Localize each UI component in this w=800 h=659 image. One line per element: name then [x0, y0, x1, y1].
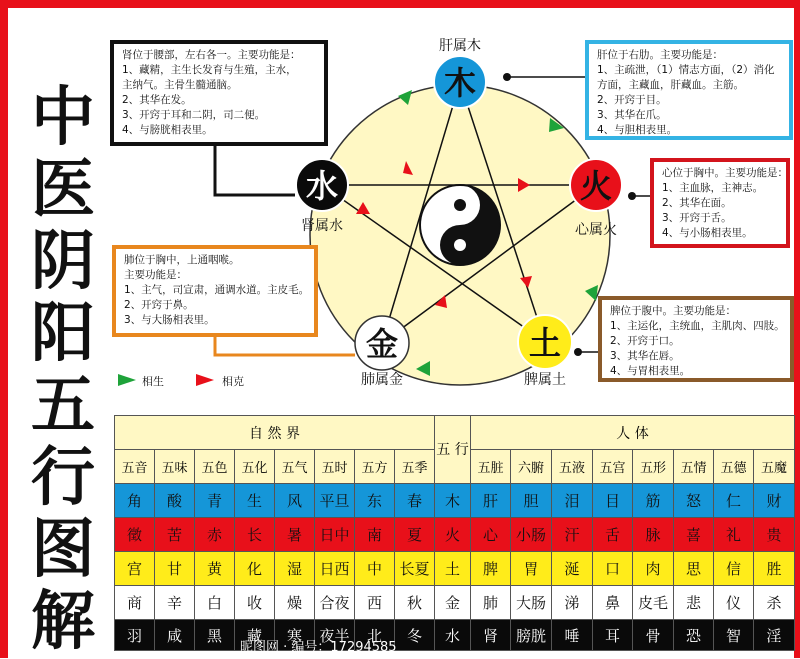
table-cell: 心: [471, 518, 511, 552]
table-cell: 羽: [115, 620, 155, 651]
table-cell: 赤: [195, 518, 235, 552]
info-line: 2、其华在发。: [122, 94, 192, 106]
info-line: 肝位于右肋。主要功能是：: [597, 49, 723, 61]
info-line: 1、主运化，主统血，主肌肉、四肢。: [610, 320, 785, 332]
info-line: 3、开窍于舌。: [662, 212, 732, 224]
table-cell: 喜: [674, 518, 714, 552]
table-cell: 脉: [633, 518, 674, 552]
table-row-metal: [115, 586, 795, 620]
table-cell: 夏: [395, 518, 435, 552]
info-line: 2、开窍于目。: [597, 94, 667, 106]
table-cell: 黄: [195, 552, 235, 586]
column-header: 五季: [395, 450, 435, 484]
element-cell: 金: [435, 586, 471, 620]
table-cell: 肝: [471, 484, 511, 518]
table-cell: 藏: [235, 620, 275, 651]
kidney-connector: [215, 140, 295, 195]
title-char: 阴: [31, 224, 95, 299]
info-line: 主要功能是：: [124, 269, 187, 281]
info-line: 4、与胃相表里。: [610, 365, 691, 377]
column-header: 五液: [552, 450, 593, 484]
table-cell: 北: [355, 620, 395, 651]
info-line: 方面，主藏血，肝藏血。主筋。: [597, 79, 744, 91]
info-line: 4、与胆相表里。: [597, 124, 678, 136]
table-cell: 青: [195, 484, 235, 518]
table-cell: 仁: [714, 484, 754, 518]
table-cell: 咸: [155, 620, 195, 651]
table-cell: 恐: [674, 620, 714, 651]
info-line: 主纳气。主骨生髓通脑。: [122, 79, 238, 91]
table-cell: 舌: [593, 518, 633, 552]
info-line: 心位于胸中。主要功能是：: [662, 167, 788, 179]
table-cell: 膀胱: [511, 620, 552, 651]
table-cell: 肺: [471, 586, 511, 620]
restrain-legend-icon: [196, 374, 214, 386]
info-line: 3、其华在唇。: [610, 350, 680, 362]
table-cell: 东: [355, 484, 395, 518]
table-cell: 唾: [552, 620, 593, 651]
table-cell: 湿: [275, 552, 315, 586]
table-row-fire: [115, 518, 795, 552]
table-cell: 筋: [633, 484, 674, 518]
table-cell: 贵: [754, 518, 795, 552]
table-cell: 收: [235, 586, 275, 620]
title-char: 行: [31, 440, 95, 515]
table-cell: 风: [275, 484, 315, 518]
element-cell: 水: [435, 620, 471, 651]
element-cell: 火: [435, 518, 471, 552]
lung-connector: [215, 335, 355, 355]
table-cell: 肾: [471, 620, 511, 651]
table-cell: 宫: [115, 552, 155, 586]
column-header: 五宫: [593, 450, 633, 484]
water-label: 肾属水: [301, 218, 343, 234]
table-cell: 化: [235, 552, 275, 586]
column-header: 五化: [235, 450, 275, 484]
title-char: 中: [31, 80, 95, 155]
table-cell: 耳: [593, 620, 633, 651]
table-cell: 徵: [115, 518, 155, 552]
kidney-info-box: [110, 40, 328, 146]
info-line: 2、开窍于鼻。: [124, 299, 194, 311]
generate-legend-icon: [118, 374, 136, 386]
info-line: 2、其华在面。: [662, 197, 732, 209]
info-line: 脾位于腹中。主要功能是：: [610, 305, 736, 317]
table-cell: 悲: [674, 586, 714, 620]
table-cell: 骨: [633, 620, 674, 651]
spleen-info-box: [598, 296, 794, 382]
element-cell: 木: [435, 484, 471, 518]
info-line: 1、主血脉，主神志。: [662, 182, 764, 194]
table-cell: 角: [115, 484, 155, 518]
body-header: 人 体: [471, 416, 795, 450]
wuxing-header: 五 行: [435, 416, 471, 484]
table-cell: 商: [115, 586, 155, 620]
correspondence-table: [114, 415, 795, 651]
table-cell: 泪: [552, 484, 593, 518]
column-header: 六腑: [511, 450, 552, 484]
legend-generate: 相生: [142, 375, 164, 388]
table-cell: 胜: [754, 552, 795, 586]
info-line: 4、与膀胱相表里。: [122, 124, 213, 136]
table-cell: 目: [593, 484, 633, 518]
table-cell: 胃: [511, 552, 552, 586]
info-line: 4、与小肠相表里。: [662, 227, 753, 239]
column-header: 五时: [315, 450, 355, 484]
table-cell: 涎: [552, 552, 593, 586]
yin-yang-icon: [420, 185, 500, 265]
table-cell: 胆: [511, 484, 552, 518]
watermark: 昵图网 · 编号：17294585: [240, 640, 397, 655]
table-cell: 辛: [155, 586, 195, 620]
table-cell: 冬: [395, 620, 435, 651]
table-cell: 酸: [155, 484, 195, 518]
wood-char: 木: [443, 64, 477, 102]
column-header: 五德: [714, 450, 754, 484]
column-header: 五方: [355, 450, 395, 484]
table-row-wood: [115, 484, 795, 518]
fire-label: 心属火: [575, 222, 617, 238]
info-line: 1、藏精，主生长发育与生殖，主水，: [122, 64, 297, 76]
table-cell: 长夏: [395, 552, 435, 586]
liver-info-box: [585, 40, 793, 140]
table-cell: 信: [714, 552, 754, 586]
table-cell: 秋: [395, 586, 435, 620]
table-row-water: [115, 620, 795, 651]
fire-char: 火: [579, 167, 613, 205]
column-header: 五音: [115, 450, 155, 484]
table-cell: 甘: [155, 552, 195, 586]
table-cell: 合夜: [315, 586, 355, 620]
table-cell: 思: [674, 552, 714, 586]
table-cell: 杀: [754, 586, 795, 620]
table-cell: 白: [195, 586, 235, 620]
table-cell: 汗: [552, 518, 593, 552]
title-char: 图: [31, 512, 95, 587]
info-line: 1、主疏泄，（1）情志方面，（2）消化: [597, 64, 775, 76]
table-cell: 燥: [275, 586, 315, 620]
table-cell: 夜半: [315, 620, 355, 651]
nature-header: 自 然 界: [115, 416, 435, 450]
table-cell: 暑: [275, 518, 315, 552]
table-row-earth: [115, 552, 795, 586]
table-cell: 苦: [155, 518, 195, 552]
wood-label: 肝属木: [439, 38, 481, 54]
title-char: 五: [31, 368, 95, 443]
column-header: 五气: [275, 450, 315, 484]
table-cell: 淫: [754, 620, 795, 651]
table-cell: 礼: [714, 518, 754, 552]
column-header: 五形: [633, 450, 674, 484]
table-cell: 脾: [471, 552, 511, 586]
table-cell: 涕: [552, 586, 593, 620]
table-cell: 西: [355, 586, 395, 620]
title-char: 解: [31, 584, 95, 659]
table-cell: 怒: [674, 484, 714, 518]
water-char: 水: [305, 167, 339, 205]
table-cell: 鼻: [593, 586, 633, 620]
title-char: 阳: [31, 296, 95, 371]
element-cell: 土: [435, 552, 471, 586]
title-char: 医: [31, 152, 95, 227]
table-cell: 平旦: [315, 484, 355, 518]
column-header: 五色: [195, 450, 235, 484]
info-line: 肾位于腰部，左右各一。主要功能是：: [122, 49, 301, 61]
table-cell: 日中: [315, 518, 355, 552]
table-cell: 寒: [275, 620, 315, 651]
table-cell: 生: [235, 484, 275, 518]
table-cell: 春: [395, 484, 435, 518]
metal-char: 金: [365, 325, 399, 363]
column-header: 五情: [674, 450, 714, 484]
table-cell: 仪: [714, 586, 754, 620]
table-cell: 肉: [633, 552, 674, 586]
table-cell: 日西: [315, 552, 355, 586]
table-cell: 中: [355, 552, 395, 586]
heart-info-box: [650, 158, 790, 248]
table-cell: 黑: [195, 620, 235, 651]
info-line: 2、开窍于口。: [610, 335, 680, 347]
metal-label: 肺属金: [361, 372, 403, 388]
table-cell: 小肠: [511, 518, 552, 552]
table-cell: 长: [235, 518, 275, 552]
table-cell: 大肠: [511, 586, 552, 620]
info-line: 3、其华在爪。: [597, 109, 667, 121]
info-line: 3、开窍于耳和二阴，司二便。: [122, 109, 266, 121]
legend-restrain: 相克: [222, 375, 244, 388]
earth-label: 脾属土: [524, 372, 566, 388]
table-header-row: [115, 416, 795, 450]
info-line: 3、与大肠相表里。: [124, 314, 215, 326]
table-cell: 南: [355, 518, 395, 552]
column-header: 五脏: [471, 450, 511, 484]
earth-char: 土: [528, 324, 562, 362]
info-line: 1、主气，司宣肃，通调水道。主皮毛。: [124, 284, 310, 296]
column-header: 五味: [155, 450, 195, 484]
lung-info-box: [112, 245, 318, 337]
info-line: 肺位于胸中，上通咽喉。: [124, 254, 240, 266]
table-cell: 口: [593, 552, 633, 586]
table-cell: 智: [714, 620, 754, 651]
table-cell: 财: [754, 484, 795, 518]
table-cell: 皮毛: [633, 586, 674, 620]
column-header: 五魔: [754, 450, 795, 484]
